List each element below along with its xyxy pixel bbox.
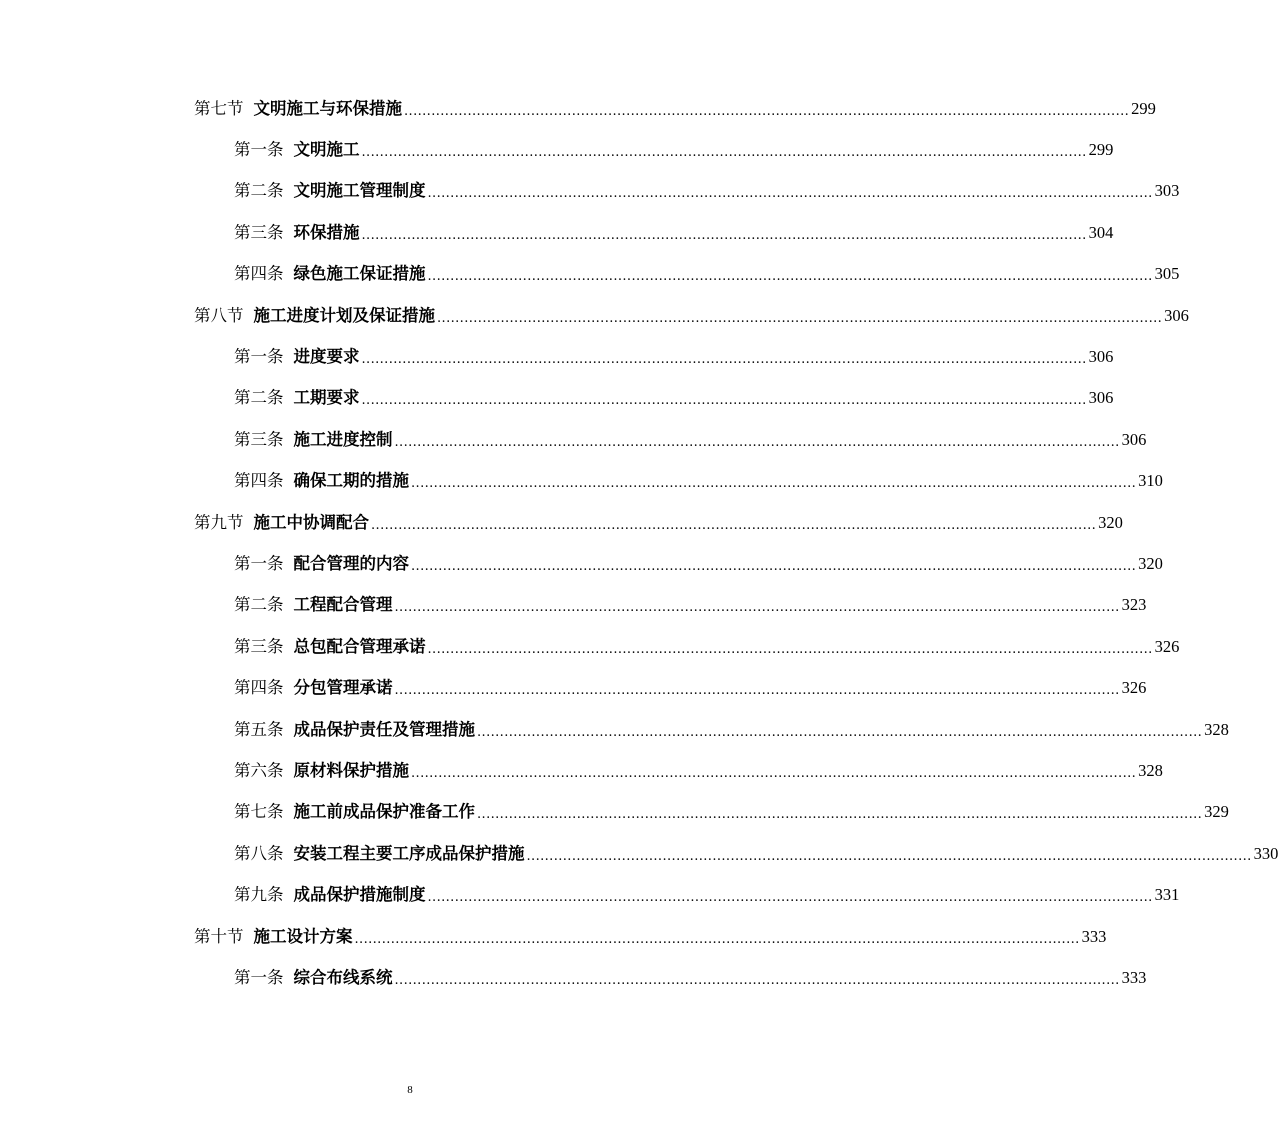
toc-article-entry[interactable]: [234, 792, 1229, 833]
toc-article-entry[interactable]: [234, 874, 1180, 915]
toc-article-entry[interactable]: [234, 957, 1147, 998]
toc-entry-title: 施工前成品保护准备工作: [293, 802, 475, 822]
toc-entry-page: 328: [1204, 719, 1229, 739]
toc-entry-title: 安装工程主要工序成品保护措施: [293, 843, 525, 863]
toc-entry-page: 299: [1131, 98, 1156, 118]
toc-article-entry[interactable]: [234, 461, 1163, 502]
toc-entry-title: 成品保护责任及管理措施: [293, 719, 475, 739]
toc-entry-prefix: 第九节: [194, 512, 244, 532]
toc-entry-prefix: 第一条: [234, 347, 284, 367]
table-of-contents: [0, 88, 1278, 999]
toc-entry-prefix: 第十节: [194, 926, 244, 946]
toc-dot-leader: ................................................................................................................................................................: [437, 310, 1163, 326]
toc-entry-page: 306: [1088, 347, 1114, 367]
toc-entry-prefix: 第九条: [234, 885, 284, 905]
toc-entry-prefix: 第八条: [234, 843, 284, 863]
toc-dot-leader: ................................................................................................................................................................: [361, 352, 1087, 368]
toc-dot-leader: ................................................................................................................................................................: [361, 393, 1087, 409]
toc-entry-prefix: 第四条: [234, 471, 284, 491]
toc-entry-title: 配合管理的内容: [293, 553, 409, 573]
toc-entry-title: 原材料保护措施: [293, 760, 409, 780]
toc-article-entry[interactable]: [234, 750, 1163, 791]
toc-dot-leader: ................................................................................................................................................................: [394, 972, 1120, 988]
toc-entry-page: 331: [1154, 885, 1180, 905]
toc-entry-title: 绿色施工保证措施: [293, 264, 426, 284]
toc-article-entry[interactable]: [234, 212, 1114, 253]
toc-section-entry[interactable]: [194, 502, 1123, 543]
toc-entry-prefix: 第三条: [234, 222, 284, 242]
toc-entry-prefix: 第二条: [234, 388, 284, 408]
toc-entry-title: 施工中协调配合: [253, 512, 369, 532]
toc-dot-leader: ................................................................................................................................................................: [394, 683, 1120, 699]
toc-entry-page: 323: [1121, 595, 1147, 615]
toc-article-entry[interactable]: [234, 336, 1114, 377]
toc-entry-prefix: 第一条: [234, 967, 284, 987]
toc-article-entry[interactable]: [234, 709, 1229, 750]
toc-entry-page: 306: [1088, 388, 1114, 408]
toc-entry-title: 确保工期的措施: [293, 471, 409, 491]
toc-entry-title: 综合布线系统: [293, 967, 393, 987]
toc-entry-prefix: 第七节: [194, 98, 244, 118]
toc-entry-page: 303: [1154, 181, 1180, 201]
toc-entry-page: 329: [1204, 802, 1229, 822]
toc-dot-leader: ................................................................................................................................................................: [394, 600, 1120, 616]
toc-entry-prefix: 第二条: [234, 595, 284, 615]
toc-dot-leader: ................................................................................................................................................................: [361, 227, 1087, 243]
toc-entry-page: 320: [1098, 512, 1123, 532]
toc-entry-title: 环保措施: [293, 222, 360, 242]
toc-entry-page: 306: [1164, 305, 1189, 325]
toc-article-entry[interactable]: [234, 419, 1147, 460]
toc-entry-title: 总包配合管理承诺: [293, 636, 426, 656]
toc-article-entry[interactable]: [234, 626, 1180, 667]
toc-section-entry[interactable]: [194, 295, 1189, 336]
toc-entry-prefix: 第一条: [234, 140, 284, 160]
toc-entry-page: 320: [1138, 553, 1163, 573]
toc-entry-title: 施工进度计划及保证措施: [253, 305, 435, 325]
toc-entry-page: 326: [1121, 678, 1147, 698]
toc-dot-leader: ................................................................................................................................................................: [427, 890, 1153, 906]
toc-entry-title: 工程配合管理: [293, 595, 393, 615]
toc-entry-title: 施工设计方案: [253, 926, 353, 946]
toc-entry-title: 文明施工管理制度: [293, 181, 426, 201]
toc-entry-prefix: 第三条: [234, 636, 284, 656]
toc-dot-leader: ................................................................................................................................................................: [394, 434, 1120, 450]
toc-dot-leader: ................................................................................................................................................................: [477, 724, 1203, 740]
toc-entry-title: 成品保护措施制度: [293, 885, 426, 905]
toc-dot-leader: ................................................................................................................................................................: [526, 848, 1252, 864]
toc-dot-leader: ................................................................................................................................................................: [354, 931, 1080, 947]
toc-section-entry[interactable]: [194, 88, 1156, 129]
toc-entry-title: 分包管理承诺: [293, 678, 393, 698]
toc-entry-page: 305: [1154, 264, 1180, 284]
toc-entry-title: 施工进度控制: [293, 429, 393, 449]
toc-section-entry[interactable]: [194, 916, 1107, 957]
toc-entry-prefix: 第七条: [234, 802, 284, 822]
toc-entry-page: 330: [1253, 843, 1278, 863]
toc-entry-title: 文明施工: [293, 140, 360, 160]
toc-dot-leader: ................................................................................................................................................................: [361, 145, 1087, 161]
toc-entry-page: 333: [1081, 926, 1107, 946]
toc-entry-prefix: 第八节: [194, 305, 244, 325]
toc-entry-page: 328: [1138, 760, 1163, 780]
toc-entry-page: 306: [1121, 429, 1147, 449]
toc-article-entry[interactable]: [234, 585, 1147, 626]
toc-dot-leader: ................................................................................................................................................................: [411, 476, 1137, 492]
toc-article-entry[interactable]: [234, 378, 1114, 419]
toc-entry-prefix: 第四条: [234, 264, 284, 284]
toc-dot-leader: ................................................................................................................................................................: [477, 807, 1203, 823]
toc-entry-prefix: 第五条: [234, 719, 284, 739]
toc-article-entry[interactable]: [234, 129, 1114, 170]
page-number: 8: [407, 1084, 413, 1096]
toc-entry-prefix: 第一条: [234, 553, 284, 573]
toc-entry-title: 进度要求: [293, 347, 360, 367]
toc-dot-leader: ................................................................................................................................................................: [427, 186, 1153, 202]
toc-entry-page: 304: [1088, 222, 1114, 242]
toc-article-entry[interactable]: [234, 543, 1163, 584]
toc-dot-leader: ................................................................................................................................................................: [427, 641, 1153, 657]
toc-article-entry[interactable]: [234, 171, 1180, 212]
toc-entry-prefix: 第四条: [234, 678, 284, 698]
toc-entry-prefix: 第三条: [234, 429, 284, 449]
toc-dot-leader: ................................................................................................................................................................: [411, 558, 1137, 574]
toc-dot-leader: ................................................................................................................................................................: [404, 103, 1130, 119]
toc-entry-prefix: 第六条: [234, 760, 284, 780]
toc-entry-prefix: 第二条: [234, 181, 284, 201]
toc-article-entry[interactable]: [234, 833, 1278, 874]
toc-dot-leader: ................................................................................................................................................................: [411, 765, 1137, 781]
toc-entry-page: 333: [1121, 967, 1147, 987]
toc-entry-page: 326: [1154, 636, 1180, 656]
toc-dot-leader: ................................................................................................................................................................: [427, 269, 1153, 285]
toc-dot-leader: ................................................................................................................................................................: [371, 517, 1097, 533]
toc-entry-title: 文明施工与环保措施: [253, 98, 402, 118]
toc-article-entry[interactable]: [234, 254, 1180, 295]
toc-entry-page: 310: [1138, 471, 1163, 491]
toc-entry-title: 工期要求: [293, 388, 360, 408]
toc-article-entry[interactable]: [234, 667, 1147, 708]
toc-entry-page: 299: [1088, 140, 1114, 160]
